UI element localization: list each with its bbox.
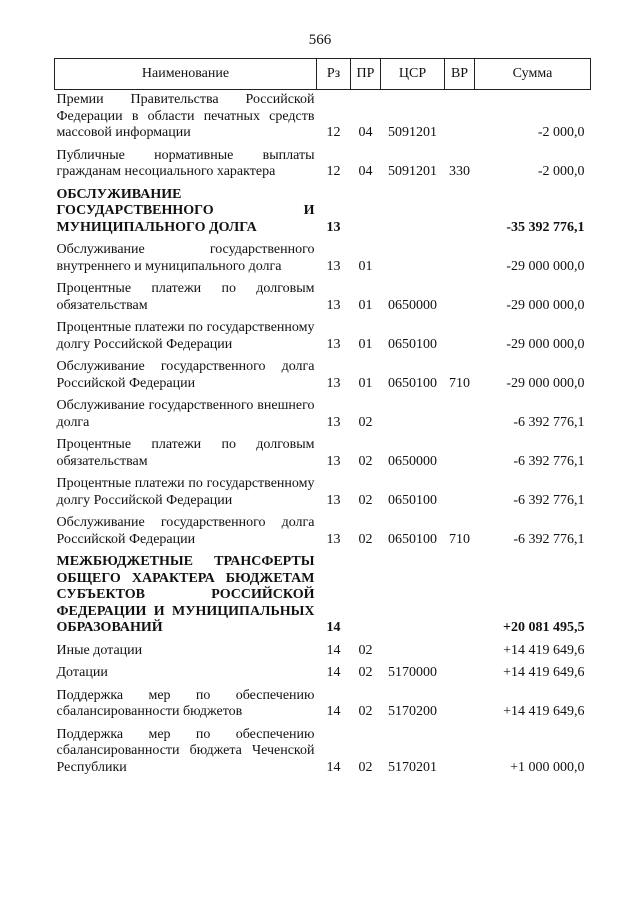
table-row [55,686,591,725]
row-vr [445,474,475,513]
row-sum: -29 000 000,0 [506,375,585,391]
row-pr: 04 [358,164,373,179]
row-vr: 710 [449,375,470,391]
row-csr: 0650100 [388,375,437,391]
row-pr: 01 [358,336,373,352]
table-row [55,357,591,396]
row-vr [445,90,475,146]
row-sum: -2 000,0 [537,125,585,140]
table-row [55,185,591,241]
table-row [55,725,591,781]
row-csr [381,240,445,279]
row-rz: 13 [326,453,341,469]
header-csr: ЦСР [381,59,445,90]
row-sum: -29 000 000,0 [506,297,585,313]
row-name: Поддержка мер по обеспечению сбалансированности бюджета Чеченской Республики [56,726,315,775]
row-rz: 14 [326,759,341,775]
row-vr [445,663,475,686]
row-csr: 5091201 [388,164,437,179]
row-csr: 0650100 [388,492,437,508]
row-name: Дотации [56,665,108,680]
row-sum: -6 392 776,1 [513,492,585,508]
row-rz: 13 [326,414,341,430]
row-csr: 0650100 [388,531,437,547]
row-sum: +14 419 649,6 [503,665,585,680]
row-sum: -29 000 000,0 [506,258,585,274]
row-rz: 13 [326,297,341,313]
row-name: Обслуживание государственного внешнего долга [56,398,315,430]
row-pr: 02 [358,759,373,775]
row-name: Процентные платежи по государственному долгу Российской Федерации [56,320,315,352]
row-sum: -6 392 776,1 [513,531,585,547]
row-name: Обслуживание государственного внутреннего и муниципального долга [56,242,315,274]
row-name: Процентные платежи по долговым обязательствам [56,437,315,469]
row-csr [381,641,445,664]
row-name: Обслуживание государственного долга Российской Федерации [56,515,315,547]
row-rz: 13 [326,492,341,508]
row-sum: -35 392 776,1 [506,219,585,235]
page-number: 566 [308,32,332,48]
header-sum: Сумма [475,59,591,90]
header-vr: ВР [445,59,475,90]
row-name: Премии Правительства Российской Федерации в области печатных средств массовой информации [56,92,315,140]
header-rz: Рз [317,59,351,90]
row-name: ОБСЛУЖИВАНИЕ ГОСУДАРСТВЕННОГО И МУНИЦИПАЛЬНОГО ДОЛГА [56,186,315,235]
row-rz: 14 [326,642,341,658]
row-csr [381,185,445,241]
row-csr: 0650000 [388,297,437,313]
row-name: Иные дотации [56,642,143,658]
row-pr: 02 [358,642,373,658]
row-vr [445,396,475,435]
header-pr: ПР [351,59,381,90]
table-row [55,240,591,279]
row-sum: -29 000 000,0 [506,336,585,352]
row-vr [445,641,475,664]
row-sum: -2 000,0 [537,164,585,179]
row-sum: +20 081 495,5 [503,620,585,635]
row-rz: 13 [326,375,341,391]
row-pr: 01 [358,258,373,274]
row-vr [445,725,475,781]
row-name: Поддержка мер по обеспечению сбалансированности бюджетов [56,687,315,719]
table-row [55,513,591,552]
row-vr [445,686,475,725]
row-vr: 710 [449,531,470,547]
row-rz: 13 [326,336,341,352]
row-sum: +14 419 649,6 [503,642,585,658]
row-rz: 14 [326,665,341,680]
row-vr [445,240,475,279]
row-name: Процентные платежи по долговым обязательствам [56,281,315,313]
row-pr [351,185,381,241]
row-sum: -6 392 776,1 [513,453,585,469]
row-vr [445,279,475,318]
row-rz: 12 [326,164,341,179]
row-pr: 02 [358,665,373,680]
row-sum: +1 000 000,0 [510,759,585,775]
row-sum: +14 419 649,6 [503,704,585,719]
row-rz: 14 [326,704,341,719]
table-row [55,474,591,513]
row-vr [445,435,475,474]
table-body [55,90,591,781]
row-name: Публичные нормативные выплаты гражданам несоциального характера [56,147,315,179]
header-name: Наименование [55,59,317,90]
row-csr: 5170201 [388,759,437,775]
row-pr: 02 [358,414,373,430]
table-row [55,318,591,357]
table-row [55,279,591,318]
row-pr: 02 [358,704,373,719]
row-sum: -6 392 776,1 [513,414,585,430]
table-header-row [55,59,591,90]
row-csr: 0650100 [388,336,437,352]
row-rz: 13 [326,219,341,235]
row-vr: 330 [449,164,470,179]
row-vr [445,185,475,241]
row-name: МЕЖБЮДЖЕТНЫЕ ТРАНСФЕРТЫ ОБЩЕГО ХАРАКТЕРА БЮДЖЕТАМ СУБЪЕКТОВ РОССИЙСКОЙ ФЕДЕРАЦИИ И МУНИЦИПАЛЬНЫХ ОБРАЗОВАНИЙ [56,554,315,635]
row-pr: 02 [358,492,373,508]
table-row [55,552,591,641]
table-row [55,90,591,146]
budget-table [54,58,591,780]
row-csr: 5170000 [388,665,437,680]
row-pr: 02 [358,531,373,547]
table-row [55,146,591,185]
row-csr [381,552,445,641]
row-rz: 13 [326,258,341,274]
row-name: Процентные платежи по государственному долгу Российской Федерации [56,476,315,508]
row-rz: 14 [326,620,341,635]
row-rz: 12 [326,125,341,140]
row-pr: 01 [358,297,373,313]
table-row [55,396,591,435]
row-csr: 5170200 [388,704,437,719]
row-csr: 0650000 [388,453,437,469]
row-csr: 5091201 [388,125,437,140]
row-pr: 02 [358,453,373,469]
row-pr [351,552,381,641]
row-pr: 01 [358,375,373,391]
row-pr: 04 [358,125,373,140]
row-vr [445,318,475,357]
table-row [55,641,591,664]
table-row [55,663,591,686]
row-csr [381,396,445,435]
row-name: Обслуживание государственного долга Российской Федерации [56,359,315,391]
row-rz: 13 [326,531,341,547]
table-row [55,435,591,474]
row-vr [445,552,475,641]
